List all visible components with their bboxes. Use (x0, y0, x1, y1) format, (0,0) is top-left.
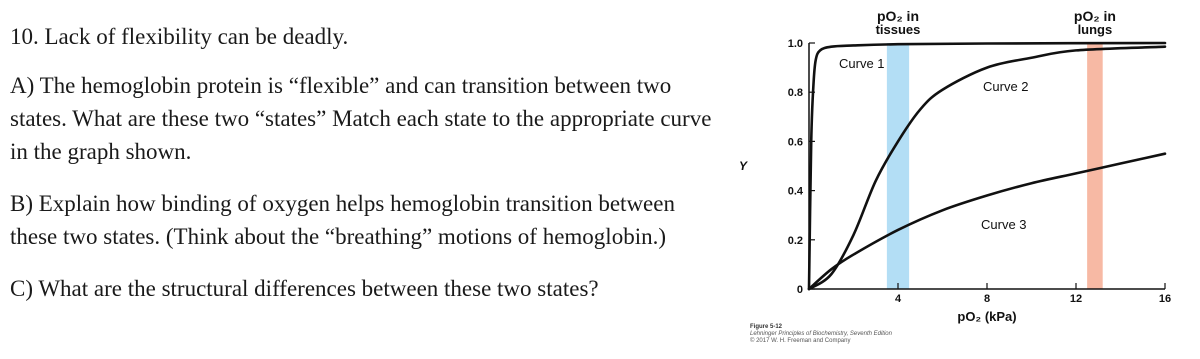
x-axis-label: pO₂ (kPa) (957, 309, 1017, 324)
question-title: 10. Lack of flexibility can be deadly. (10, 24, 349, 49)
y-tick-label: 0.8 (787, 87, 803, 100)
chart-axes (788, 38, 1171, 305)
y-tick-label: 1.0 (787, 38, 803, 50)
oxygen-binding-chart (735, 0, 1200, 359)
question-part-c: C) What are the structural differences between these two states? (10, 276, 599, 301)
question-part-b: B) Explain how binding of oxygen helps hemoglobin transition between these two states. (Think about the “breathing” motions of hemoglobin.) (10, 191, 675, 249)
figure-caption (750, 324, 892, 345)
lungs-label-line1: pO₂ in (1073, 8, 1116, 24)
lungs-label-line2: lungs (1077, 22, 1113, 37)
figure-copyright: © 2017 W. H. Freeman and Company (750, 338, 851, 344)
curve-1-label: Curve 1 (839, 56, 885, 71)
lungs-band (1087, 43, 1103, 289)
question-text (10, 20, 725, 324)
x-tick-label: 4 (894, 293, 902, 305)
tissues-band (887, 43, 909, 289)
chart-labels (739, 8, 1116, 324)
y-tick-label: 0.4 (787, 185, 803, 198)
x-tick-label: 8 (983, 293, 991, 305)
tissues-label-line1: pO₂ in (877, 8, 919, 24)
question-part-a: A) The hemoglobin protein is “flexible” and can transition between two states. What are these two “states” Match each state to the appropriate curve in the graph shown. (10, 73, 712, 164)
figure-number: Figure 5-12 (750, 324, 783, 330)
figure-source: Lehninger Principles of Biochemistry, Seventh Edition (750, 331, 892, 337)
y-tick-label: 0 (796, 284, 803, 296)
y-tick-label: 0.6 (787, 136, 803, 149)
y-tick-label: 0.2 (787, 234, 803, 247)
curve-2-label: Curve 2 (983, 79, 1029, 94)
curve-3-label: Curve 3 (981, 217, 1027, 232)
tissues-label-line2: tissues (875, 22, 921, 37)
y-axis-label: Y (738, 159, 748, 173)
oxygen-binding-figure (735, 0, 1200, 359)
x-tick-label: 12 (1069, 293, 1083, 305)
x-tick-label: 16 (1158, 293, 1172, 305)
